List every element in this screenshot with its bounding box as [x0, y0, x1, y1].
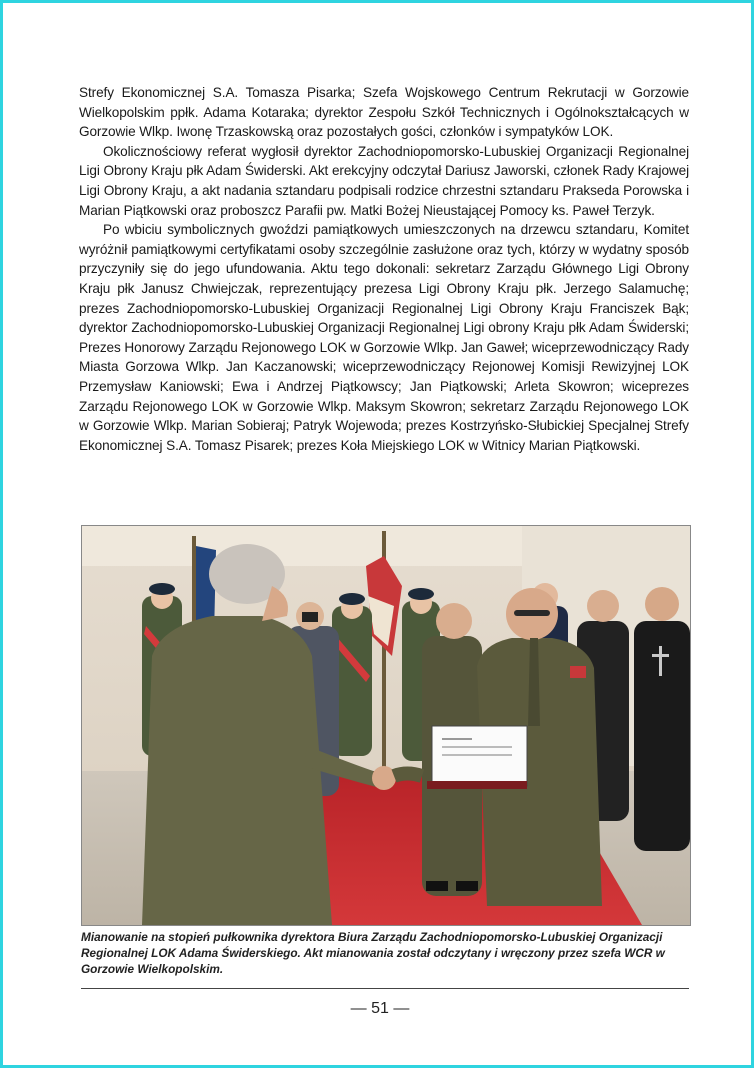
body-text	[79, 83, 689, 455]
page-number: — 51 —	[350, 1000, 410, 1017]
paragraph-2: Okolicznościowy referat wygłosił dyrektor Zachodniopomorsko-Lubuskiej Organizacji Regionalnej Ligi Obrony Kraju płk Adam Świderski. Akt erekcyjny odczytał Dariusz Jaworski, członek Rady Krajowej Ligi Obrony Kraju, a akt nadania sztandaru podpisali rodzice chrzestni sztandaru Prakseda Porowska i Marian Piątkowski oraz proboszcz Parafii pw. Matki Bożej Nieustającej Pomocy ks. Paweł Terzyk.	[79, 143, 689, 218]
paragraph-3: Po wbiciu symbolicznych gwoździ pamiątkowych umieszczonych na drzewcu sztandaru, Komitet wyróżnił pamiątkowymi certyfikatami osoby szczególnie zasłużone oraz tych, którzy w wydatny sposób przyczyniły się do jego ufundowania. Aktu tego dokonali: sekretarz Zarządu Głównego Ligi Obrony Kraju płk Janusz Chwiejczak, reprezentujący prezesa Ligi Obrony Kraju płk. Jerzego Salamuchę; prezes Zachodniopomorsko-Lubuskiej Organizacji Regionalnej Ligi Obrony Kraju Franciszek Bąk; dyrektor Zachodniopomorsko-Lubuskiej Organizacji Regionalnej Ligi obrony Kraju płk Adam Świderski; Prezes Honorowy Zarządu Rejonowego LOK w Gorzowie Wlkp. Jan Gaweł; wiceprzewodniczący Rady Miasta Gorzowa Wlkp. Jan Kaczanowski; wiceprzewodniczący Rejonowej Komisji Rewizyjnej LOK Przemysław Kaniowski; Ewa i Andrzej Piątkowscy; Jan Piątkowski; Arleta Skowron; wiceprezes Zarządu Rejonowego LOK w Gorzowie Wlkp. Maksym Skowron; sekretarz Zarządu Rejonowego LOK w Gorzowie Wlkp. Marian Sobieraj; Patryk Wojewoda; prezes Kostrzyńsko-Słubickiej Specjalnej Strefy Ekonomicznej S.A. Tomasz Pisarek; prezes Koła Miejskiego LOK w Witnicy Marian Piątkowski.	[79, 222, 689, 453]
photo-caption: Mianowanie na stopień pułkownika dyrektora Biura Zarządu Zachodniopomorsko-Lubuskiej Organizacji Regionalnej LOK Adama Świderskiego. Akt mianowania został odczytany i wręczony przez szefa WCR w Gorzowie Wielkopolskim.	[81, 930, 665, 976]
ceremony-photo	[81, 525, 691, 926]
footer-divider	[81, 988, 689, 989]
paragraph-1: Strefy Ekonomicznej S.A. Tomasza Pisarka; Szefa Wojskowego Centrum Rekrutacji w Gorzowie Wielkopolskim ppłk. Adama Kotaraka; dyrektor Zespołu Szkół Technicznych i Ogólnokształcących w Gorzowie Wlkp. Iwonę Trzaskowską oraz pozostałych gości, członków i sympatyków LOK.	[79, 85, 689, 140]
